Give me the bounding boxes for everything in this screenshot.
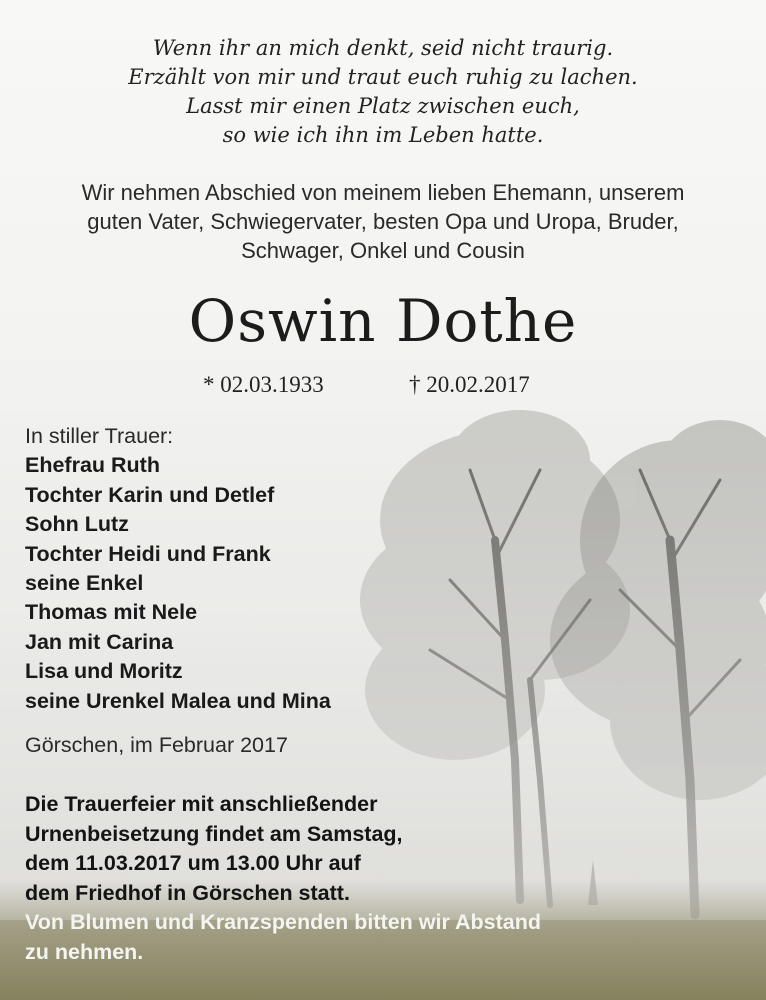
poem (0, 34, 766, 150)
flower-request-line: zu nehmen. (25, 939, 144, 964)
flower-request-line: Von Blumen und Kranzspenden bitten wir Abstand (25, 910, 542, 934)
mourner-entry: Thomas mit Nele (25, 600, 198, 625)
notice-line: dem 11.03.2017 um 13.00 Uhr auf (25, 851, 361, 875)
death-date: † 20.02.2017 (409, 372, 530, 397)
mourner-entry: Lisa und Moritz (25, 659, 183, 684)
mourner-entry: Ehefrau Ruth (25, 453, 160, 478)
intro-line: Wir nehmen Abschied von meinem lieben Ehemann, unserem (81, 180, 685, 205)
mourner-entry: Tochter Heidi und Frank (25, 541, 271, 566)
farewell-intro (0, 178, 766, 265)
mourner-entry: Sohn Lutz (25, 512, 129, 537)
mourner-entry: Jan mit Carina (25, 629, 174, 654)
poem-line: Erzählt von mir und traut euch ruhig zu lachen. (128, 65, 638, 89)
notice-line: Die Trauerfeier mit anschließender (25, 792, 378, 816)
funeral-notice (25, 790, 541, 967)
intro-line: Schwager, Onkel und Cousin (241, 238, 525, 263)
poem-line: Lasst mir einen Platz zwischen euch, (186, 94, 580, 118)
place-and-date: Görschen, im Februar 2017 (25, 733, 288, 757)
mourner-entry: seine Enkel (25, 571, 144, 596)
birth-date: * 02.03.1933 (203, 372, 324, 397)
notice-line: dem Friedhof in Görschen statt. (25, 880, 350, 905)
mourner-entry: seine Urenkel Malea und Mina (25, 688, 331, 713)
life-dates (0, 370, 766, 400)
notice-line: Urnenbeisetzung findet am Samstag, (25, 821, 403, 846)
poem-line: so wie ich ihn im Leben hatte. (222, 123, 544, 147)
mourners-heading: In stiller Trauer: (25, 424, 174, 448)
deceased-name: Oswin Dothe (188, 287, 578, 355)
mourner-entry: Tochter Karin und Detlef (25, 482, 275, 507)
intro-line: guten Vater, Schwiegervater, besten Opa und Uropa, Bruder, (87, 209, 679, 234)
poem-line: Wenn ihr an mich denkt, seid nicht traurig. (152, 36, 614, 60)
mourners-list (25, 422, 331, 716)
